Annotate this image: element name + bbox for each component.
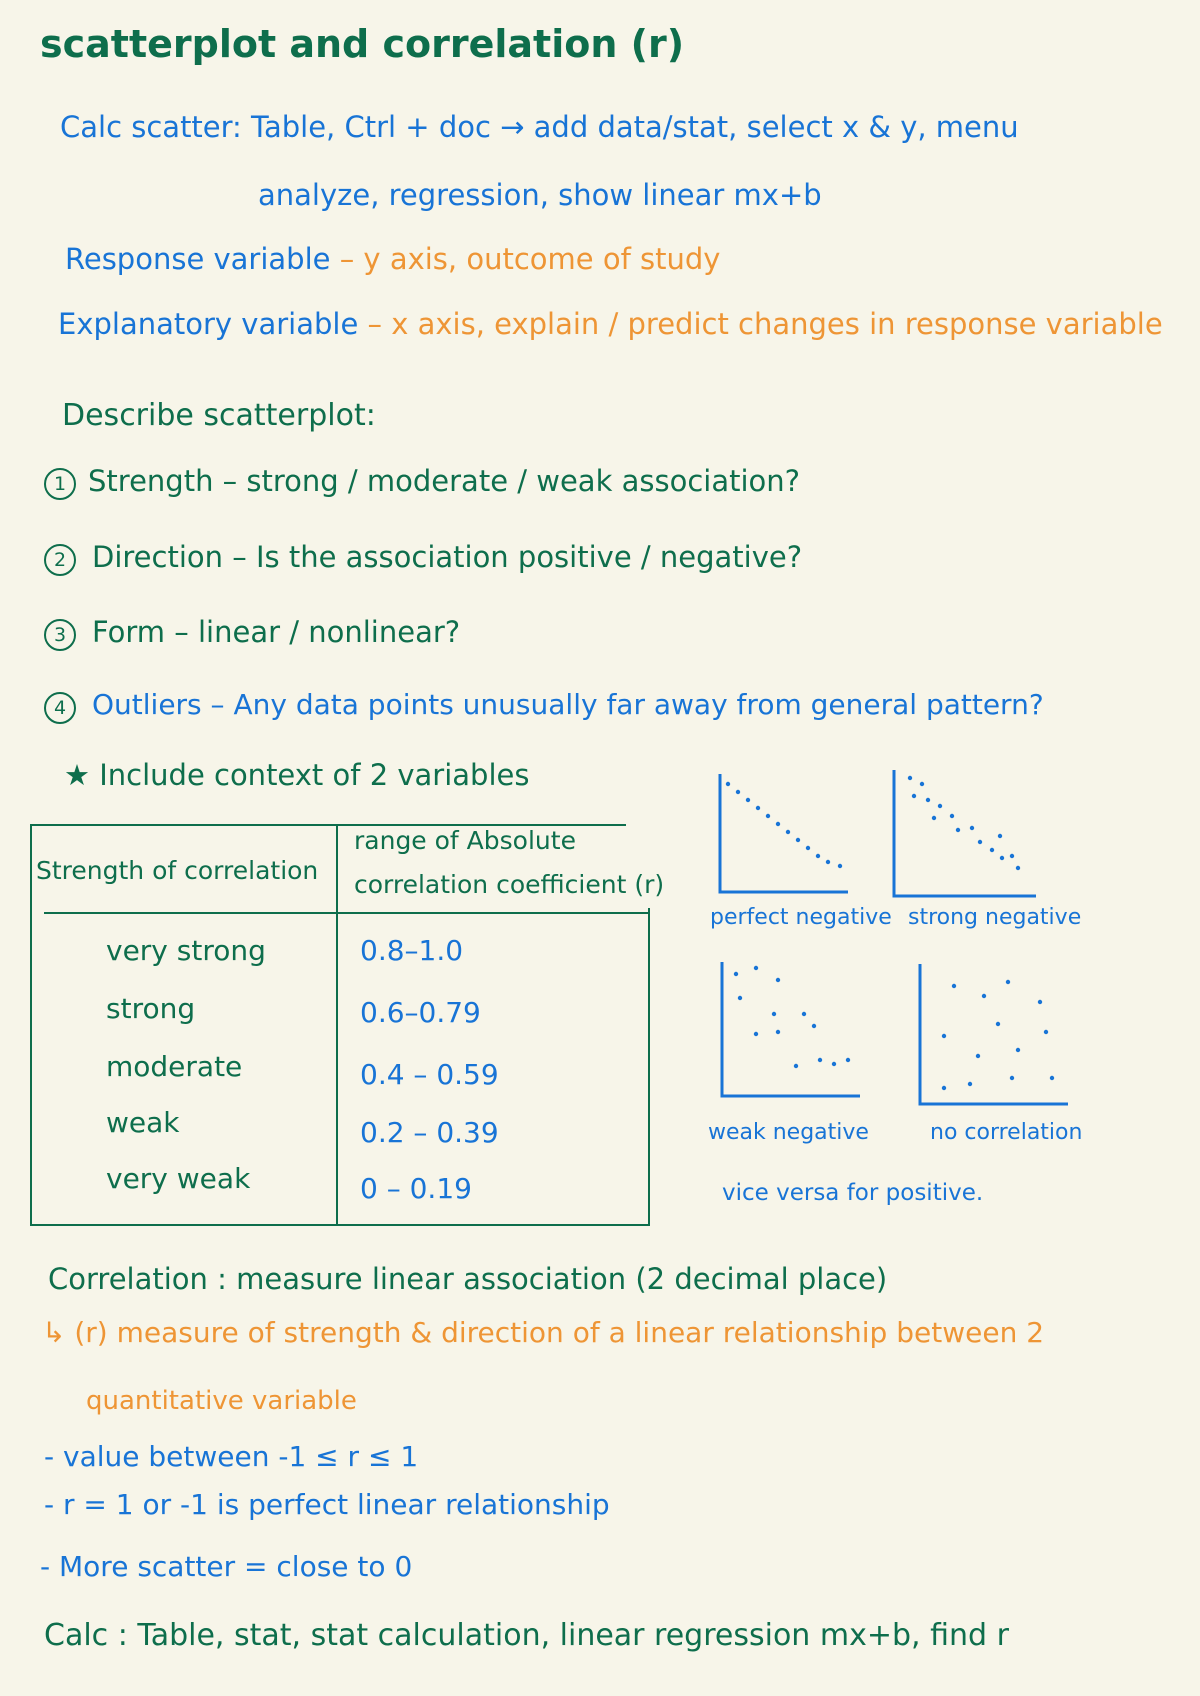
table-row-strength: very strong — [106, 934, 266, 967]
table-bottom-border — [30, 1224, 650, 1226]
explanatory-term: Explanatory variable — [58, 307, 359, 341]
calc-correlation-line: Calc : Table, stat, stat calculation, linear regression mx+b, find r — [44, 1618, 1009, 1653]
page-title: scatterplot and correlation (r) — [40, 22, 685, 66]
table-row-range: 0 – 0.19 — [360, 1172, 472, 1205]
table-row-range: 0.2 – 0.39 — [360, 1116, 499, 1149]
table-row-range: 0.4 – 0.59 — [360, 1058, 499, 1091]
item-text: Form – linear / nonlinear? — [92, 615, 461, 649]
correlation-bullet: - value between -1 ≤ r ≤ 1 — [44, 1440, 419, 1473]
item-text: Strength – strong / moderate / weak association? — [88, 464, 801, 498]
describe-heading: Describe scatterplot: — [62, 398, 376, 433]
table-row-strength: weak — [106, 1106, 180, 1139]
plot-perfect-negative — [716, 770, 856, 900]
item-number-circle: 1 — [44, 468, 76, 500]
item-text: Outliers – Any data points unusually far away from general pattern? — [92, 688, 1044, 721]
item-text: Direction – Is the association positive / negative? — [92, 540, 803, 574]
table-row-strength: strong — [106, 992, 196, 1025]
plot-label-weak-negative: weak negative — [708, 1120, 869, 1145]
table-left-border — [30, 824, 32, 1224]
explanatory-desc: – x axis, explain / predict changes in response variable — [358, 307, 1163, 341]
plot-vice-versa-note: vice versa for positive. — [722, 1180, 984, 1206]
explanatory-variable-line — [58, 307, 1163, 341]
correlation-definition: Correlation : measure linear association (2 decimal place) — [48, 1262, 888, 1296]
item-number-circle: 2 — [44, 544, 76, 576]
plot-weak-negative — [716, 956, 866, 1100]
table-row-range: 0.8–1.0 — [360, 934, 464, 967]
calc-scatter-line2: analyze, regression, show linear mx+b — [258, 178, 822, 212]
correlation-bullet: - More scatter = close to 0 — [40, 1550, 413, 1583]
response-desc: – y axis, outcome of study — [330, 242, 721, 276]
correlation-bullet: - r = 1 or -1 is perfect linear relationship — [44, 1488, 610, 1521]
table-header-range-line2: correlation coefficient (r) — [354, 870, 665, 899]
correlation-r-line1: ↳ (r) measure of strength & direction of a linear relationship between 2 — [42, 1316, 1045, 1349]
strength-table — [30, 824, 665, 1226]
item-number-circle: 4 — [44, 692, 76, 724]
table-column-divider — [336, 824, 338, 1226]
table-header-strength: Strength of correlation — [36, 856, 319, 885]
table-row-strength: very weak — [106, 1162, 251, 1195]
table-row-strength: moderate — [106, 1050, 243, 1083]
response-term: Response variable — [65, 242, 331, 276]
context-note: ★ Include context of 2 variables — [64, 758, 530, 792]
plot-label-strong-negative: strong negative — [908, 905, 1082, 930]
plot-label-no-correlation: no correlation — [930, 1120, 1083, 1145]
plot-no-correlation — [914, 960, 1074, 1108]
plot-strong-negative — [888, 766, 1038, 902]
table-header-range-line1: range of Absolute — [354, 826, 576, 855]
calc-scatter-line1: Calc scatter: Table, Ctrl + doc → add data/stat, select x & y, menu — [60, 110, 1019, 144]
plot-label-perfect-negative: perfect negative — [710, 905, 892, 930]
table-row-range: 0.6–0.79 — [360, 996, 481, 1029]
table-header-divider — [44, 912, 650, 914]
item-number-circle: 3 — [44, 619, 76, 651]
table-right-border — [648, 908, 650, 1226]
correlation-r-line2: quantitative variable — [86, 1386, 357, 1416]
response-variable-line — [65, 242, 720, 276]
